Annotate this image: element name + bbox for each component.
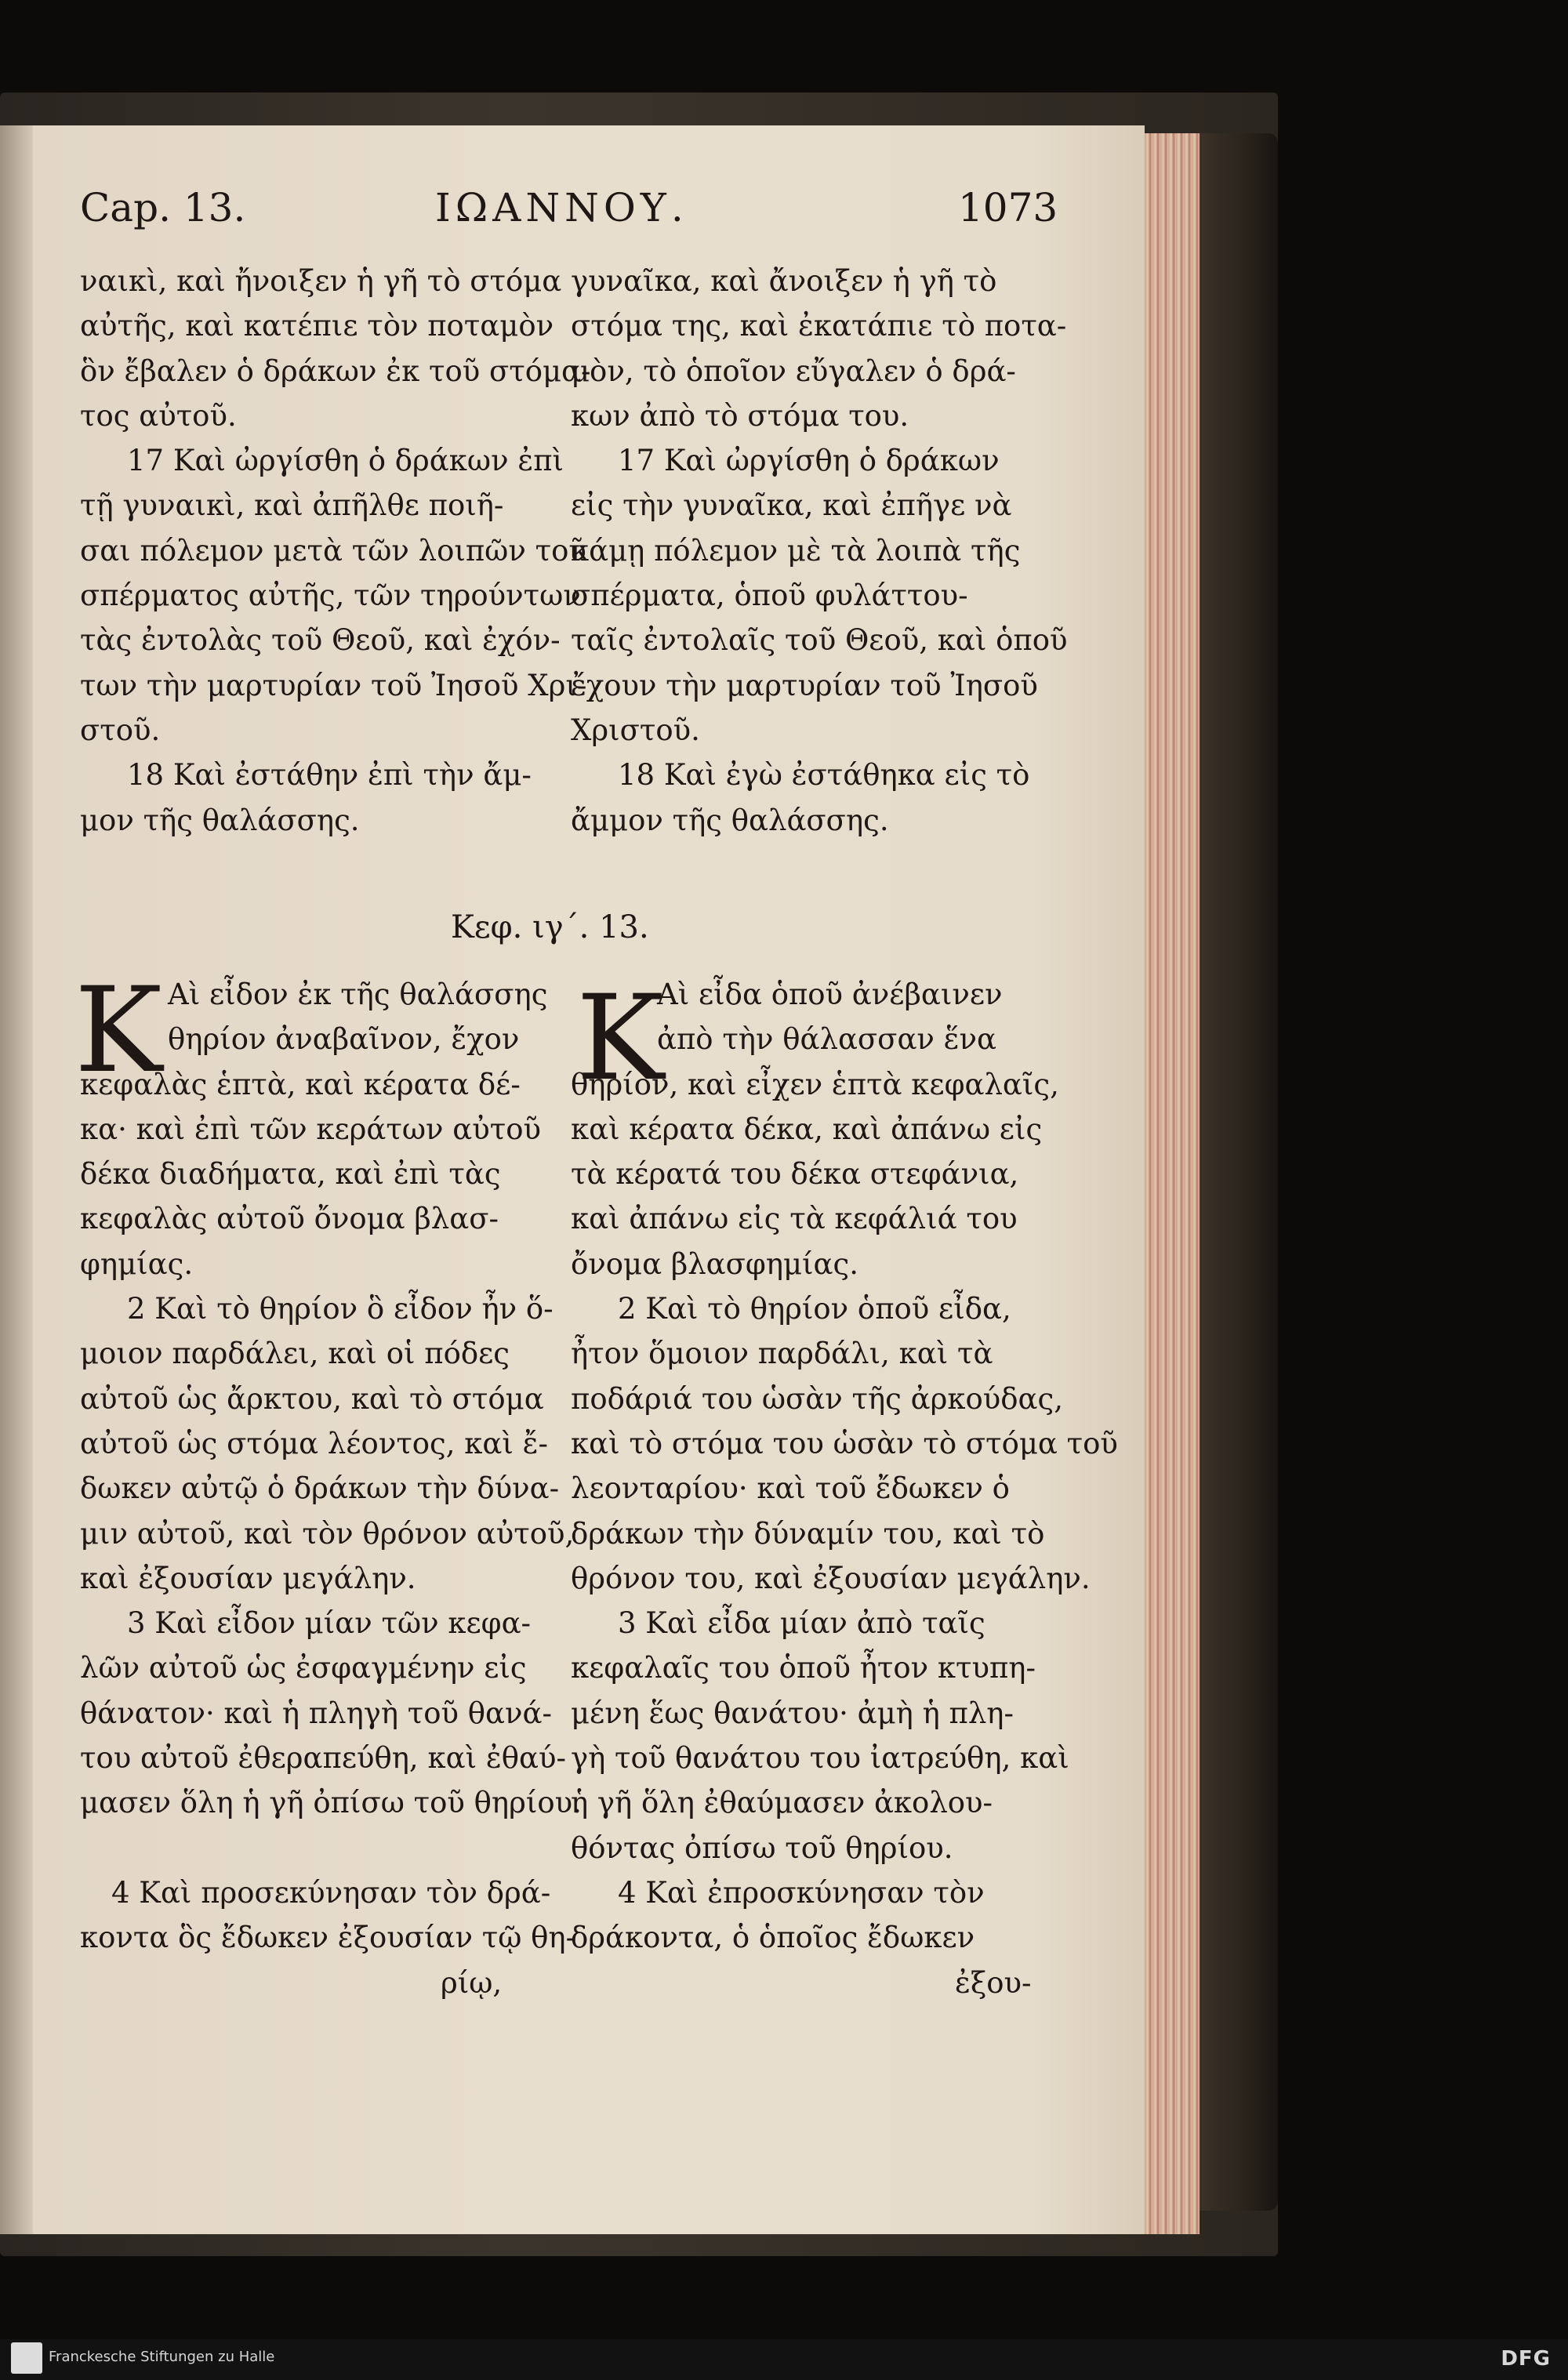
running-title: ΙΩΑΝΝΟΥ.: [435, 185, 688, 230]
text-line: δωκεν αὐτῷ ὁ δράκων τὴν δύνα-: [80, 1471, 560, 1506]
text-line: μασεν ὅλη ἡ γῆ ὀπίσω τοῦ θηρίου.: [80, 1786, 582, 1820]
text-line: θάνατον· καὶ ἡ πληγὴ τοῦ θανά-: [80, 1696, 553, 1730]
text-line: κα· καὶ ἐπὶ τῶν κεράτων αὐτοῦ: [80, 1112, 541, 1146]
text-line: σαι πόλεμον μετὰ τῶν λοιπῶν τοῦ: [80, 533, 586, 568]
text-line: θρόνον του, καὶ ἐξουσίαν μεγάλην.: [571, 1561, 1091, 1595]
text-line: ρίῳ,: [441, 1965, 503, 2000]
text-line: μον τῆς θαλάσσης.: [80, 803, 360, 837]
text-line: θηρίον ἀναβαῖνον, ἔχον: [168, 1022, 520, 1057]
page-gutter: [0, 125, 33, 2234]
page-edges: [1137, 133, 1200, 2234]
text-line: κοντα ὃς ἔδωκεν ἐξουσίαν τῷ θη-: [80, 1921, 576, 1955]
text-line: καὶ κέρατα δέκα, καὶ ἀπάνω εἰς: [571, 1112, 1043, 1146]
text-line: γυναῖκα, καὶ ἄνοιξεν ἡ γῆ τὸ: [571, 264, 997, 298]
verse-line: 17 Καὶ ὠργίσθη ὁ δράκων: [618, 444, 1000, 478]
text-line: θόντας ὀπίσω τοῦ θηρίου.: [571, 1830, 953, 1865]
text-line: αὐτοῦ ὡς ἄρκτου, καὶ τὸ στόμα: [80, 1381, 544, 1416]
text-line: ὃν ἔβαλεν ὁ δράκων ἐκ τοῦ στόμα-: [80, 354, 591, 388]
drop-cap-right: Κ: [576, 971, 665, 1107]
verse-line: 3 Καὶ εἶδον μίαν τῶν κεφα-: [127, 1606, 532, 1641]
text-line: γὴ τοῦ θανάτου του ἰατρεύθη, καὶ: [571, 1741, 1069, 1776]
text-line: Αὶ εἶδα ὁποῦ ἀνέβαινεν: [657, 978, 1003, 1011]
institution-name: Franckesche Stiftungen zu Halle: [49, 2349, 275, 2365]
bottom-right-column: [571, 972, 1118, 2005]
verse-line: 3 Καὶ εἶδα μίαν ἀπὸ ταῖς: [618, 1606, 985, 1641]
top-left-column: [80, 259, 591, 843]
text-line: ἀπὸ τὴν θάλασσαν ἕνα: [657, 1022, 997, 1057]
text-line: κεφαλαῖς του ὁποῦ ἦτον κτυπη-: [571, 1651, 1036, 1685]
text-line: ναικὶ, καὶ ἤνοιξεν ἡ γῆ τὸ στόμα: [80, 264, 562, 298]
text-line: τὰς ἐντολὰς τοῦ Θεοῦ, καὶ ἐχόν-: [80, 623, 561, 658]
text-line: δέκα διαδήματα, καὶ ἐπὶ τὰς: [80, 1157, 501, 1192]
text-line: αὐτῆς, καὶ κατέπιε τὸν ποταμὸν: [80, 309, 554, 343]
text-line: κων ἀπὸ τὸ στόμα του.: [571, 398, 909, 433]
drop-cap-left: Κ: [74, 963, 163, 1099]
chapter-label: Cap. 13.: [80, 185, 246, 230]
text-line: των τὴν μαρτυρίαν τοῦ Ἰησοῦ Χρι-: [80, 668, 587, 702]
text-line: εἰς τὴν γυναῖκα, καὶ ἐπῆγε νὰ: [571, 488, 1012, 523]
text-line: μιν αὐτοῦ, καὶ τὸν θρόνον αὐτοῦ,: [80, 1516, 575, 1551]
text-line: ποδάριά του ὡσὰν τῆς ἀρκούδας,: [571, 1381, 1064, 1416]
text-line: Αὶ εἶδον ἐκ τῆς θαλάσσης: [168, 978, 548, 1011]
text-line: ἦτον ὅμοιον παρδάλι, καὶ τὰ: [571, 1337, 993, 1371]
text-line: ἔχουν τὴν μαρτυρίαν τοῦ Ἰησοῦ: [571, 668, 1038, 702]
dfg-badge: DFG: [1501, 2347, 1551, 2371]
text-line: ἄμμον τῆς θαλάσσης.: [571, 803, 889, 837]
verse-line: 18 Καὶ ἐστάθην ἐπὶ τὴν ἄμ-: [127, 758, 532, 793]
text-line: φημίας.: [80, 1246, 194, 1281]
verse-line: 4 Καὶ προσεκύνησαν τὸν δρά-: [111, 1875, 551, 1910]
text-line: καὶ τὸ στόμα του ὡσὰν τὸ στόμα τοῦ: [571, 1426, 1118, 1460]
text-line: τος αὐτοῦ.: [80, 398, 237, 433]
text-line: ἐξου-: [955, 1965, 1032, 2000]
text-line: ὄνομα βλασφημίας.: [571, 1246, 859, 1281]
text-line: κεφαλὰς ἑπτὰ, καὶ κέρατα δέ-: [80, 1067, 521, 1101]
verse-line: 2 Καὶ τὸ θηρίον ὃ εἶδον ἦν ὅ-: [127, 1292, 554, 1326]
text-line: στοῦ.: [80, 713, 161, 747]
verse-line: 18 Καὶ ἐγὼ ἐστάθηκα εἰς τὸ: [618, 758, 1030, 793]
text-line: θηρίον, καὶ εἶχεν ἑπτὰ κεφαλαῖς,: [571, 1067, 1059, 1101]
text-line: μοιον παρδάλει, καὶ οἱ πόδες: [80, 1337, 510, 1371]
text-line: του αὐτοῦ ἐθεραπεύθη, καὶ ἐθαύ-: [80, 1741, 566, 1776]
blank-line: [80, 1826, 562, 1870]
chapter-heading: Κεφ. ιγ΄. 13.: [451, 909, 649, 945]
text-line: λῶν αὐτοῦ ὡς ἐσφαγμένην εἰς: [80, 1651, 527, 1685]
text-line: τὰ κέρατά του δέκα στεφάνια,: [571, 1157, 1019, 1192]
institution-logo-icon: [11, 2342, 42, 2374]
page-number: 1073: [958, 185, 1058, 230]
text-line: καὶ ἀπάνω εἰς τὰ κεφάλιά του: [571, 1202, 1018, 1236]
text-line: σπέρματος αὐτῆς, τῶν τηρούντων: [80, 579, 581, 613]
text-line: τῇ γυναικὶ, καὶ ἀπῆλθε ποιῆ-: [80, 488, 504, 523]
text-line: ἡ γῆ ὅλη ἐθαύμασεν ἀκολου-: [571, 1786, 993, 1820]
bottom-left-column: [80, 972, 582, 2005]
text-line: σπέρματα, ὁποῦ φυλάττου-: [571, 579, 968, 613]
text-line: δράκοντα, ὁ ὁποῖος ἔδωκεν: [571, 1921, 975, 1955]
viewer-footer: [0, 2339, 1568, 2380]
text-line: Χριστοῦ.: [571, 713, 700, 747]
verse-line: 17 Καὶ ὠργίσθη ὁ δράκων ἐπὶ: [127, 444, 564, 478]
verse-line: 2 Καὶ τὸ θηρίον ὁποῦ εἶδα,: [618, 1292, 1011, 1326]
text-line: δράκων τὴν δύναμίν του, καὶ τὸ: [571, 1516, 1045, 1551]
verse-line: 4 Καὶ ἐπροσκύνησαν τὸν: [618, 1875, 985, 1910]
text-line: αὐτοῦ ὡς στόμα λέοντος, καὶ ἔ-: [80, 1426, 549, 1460]
text-line: μένη ἕως θανάτου· ἀμὴ ἡ πλη-: [571, 1696, 1014, 1730]
top-right-column: [571, 259, 1068, 843]
text-line: κεφαλὰς αὐτοῦ ὄνομα βλασ-: [80, 1202, 499, 1236]
text-line: κάμῃ πόλεμον μὲ τὰ λοιπὰ τῆς: [571, 533, 1021, 568]
text-line: λεονταρίου· καὶ τοῦ ἔδωκεν ὁ: [571, 1471, 1010, 1506]
text-line: ταῖς ἐντολαῖς τοῦ Θεοῦ, καὶ ὁποῦ: [571, 623, 1068, 658]
text-line: στόμα της, καὶ ἐκατάπιε τὸ ποτα-: [571, 309, 1067, 343]
text-line: μὸν, τὸ ὁποῖον εὔγαλεν ὁ δρά-: [571, 354, 1016, 388]
text-line: καὶ ἐξουσίαν μεγάλην.: [80, 1561, 416, 1595]
